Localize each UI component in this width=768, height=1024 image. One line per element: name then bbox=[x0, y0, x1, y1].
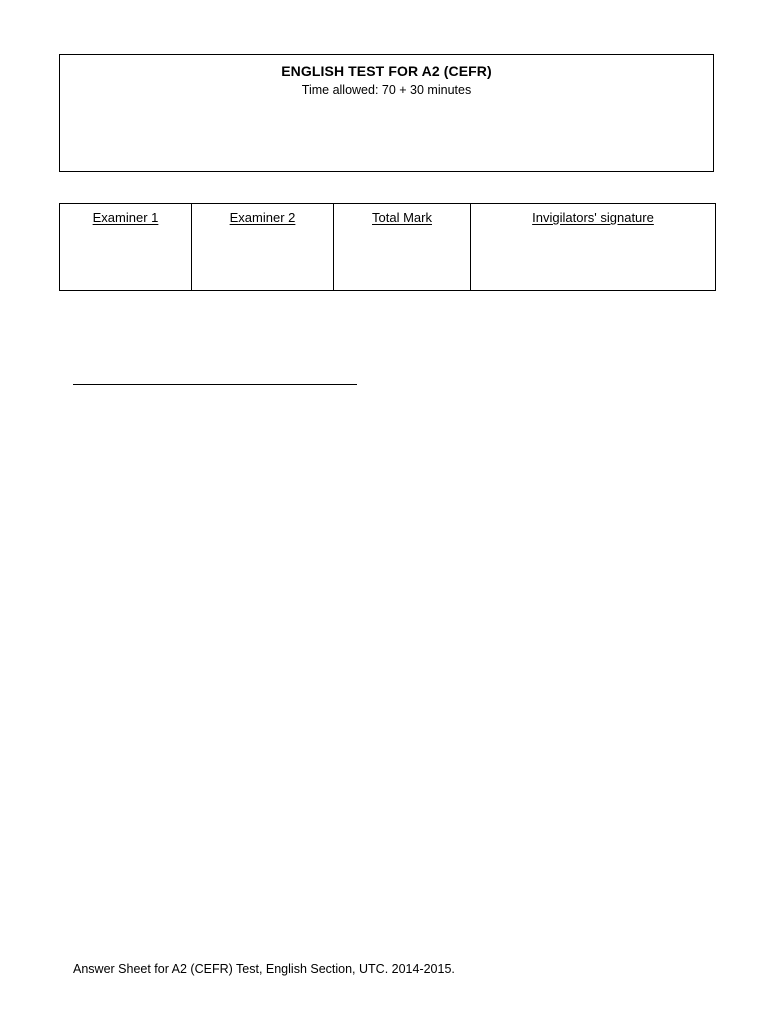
total-mark-cell[interactable] bbox=[334, 204, 471, 291]
examiner-2-header: Examiner 2 bbox=[229, 210, 296, 225]
total-mark-header: Total Mark bbox=[372, 210, 432, 225]
exam-title: ENGLISH TEST FOR A2 (CEFR) bbox=[281, 63, 492, 79]
footer-note: Answer Sheet for A2 (CEFR) Test, English Section, UTC. 2014-2015. bbox=[73, 962, 455, 976]
marks-table bbox=[59, 203, 716, 291]
examiner-2-cell[interactable] bbox=[192, 204, 334, 291]
signature-line bbox=[73, 384, 357, 385]
time-allowed: Time allowed: 70 + 30 minutes bbox=[301, 83, 472, 97]
invigilators-signature-cell[interactable] bbox=[471, 204, 716, 291]
examiner-1-header: Examiner 1 bbox=[92, 210, 159, 225]
examiner-1-cell[interactable] bbox=[60, 204, 192, 291]
exam-header-box bbox=[59, 54, 714, 172]
invigilators-signature-header: Invigilators' signature bbox=[532, 210, 654, 225]
